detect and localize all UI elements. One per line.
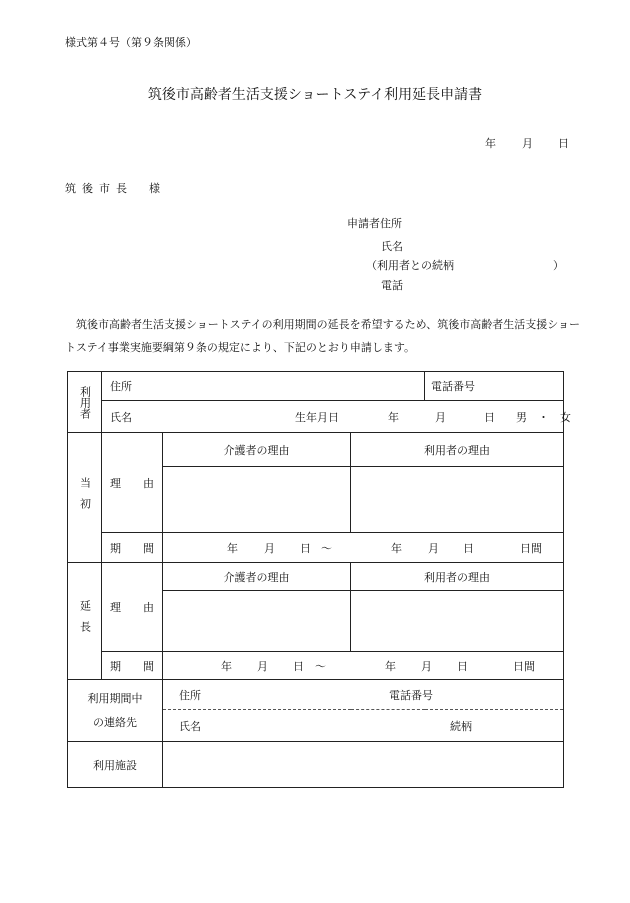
applicant-phone-label: 電話 [381, 279, 403, 292]
contact-header-line1: 利用期間中 [87, 691, 143, 705]
extension-start-year: 年 [221, 659, 232, 673]
initial-user-reason-header [351, 433, 564, 467]
initial-header: 当初 [78, 476, 92, 519]
initial-period-field[interactable] [163, 533, 564, 563]
user-name-label: 氏名 [110, 410, 132, 424]
gender-choice[interactable]: 男 ・ 女 [516, 410, 571, 424]
contact-header-line2: の連絡先 [93, 715, 137, 729]
contact-header-cell [68, 680, 163, 742]
initial-header-cell [68, 433, 102, 563]
applicant-name-label: 氏名 [381, 240, 403, 253]
contact-name-label: 氏名 [179, 719, 201, 733]
birthdate-label: 生年月日 [295, 410, 339, 424]
initial-tilde: ～ [321, 541, 332, 555]
extension-caregiver-reason-header [163, 563, 351, 591]
initial-reason-label: 理 由 [110, 476, 154, 490]
initial-end-day: 日 [463, 541, 474, 555]
initial-caregiver-reason-header [163, 433, 351, 467]
birth-year-label: 年 [388, 410, 399, 424]
addressee-honorific: 様 [149, 182, 160, 195]
contact-name-row[interactable] [163, 710, 564, 742]
extension-start-month: 月 [257, 659, 268, 673]
addressee-char: 筑 [65, 182, 76, 195]
facility-field[interactable] [163, 742, 564, 788]
extension-days-label: 日間 [513, 659, 535, 673]
date-day-label: 日 [558, 137, 569, 150]
extension-start-day: 日 [293, 659, 304, 673]
extension-end-month: 月 [421, 659, 432, 673]
extension-header: 延長 [78, 600, 92, 642]
birth-day-label: 日 [484, 410, 495, 424]
intro-paragraph: 筑後市高齢者生活支援ショートステイの利用期間の延長を希望するため、筑後市高齢者生活支援ショートステイ事業実施要綱第９条の規定により、下記のとおり申請します。 [65, 318, 581, 354]
user-address-label: 住所 [110, 380, 132, 393]
contact-phone-label: 電話番号 [389, 688, 433, 702]
extension-header-cell [68, 563, 102, 680]
initial-caregiver-reason-label: 介護者の理由 [223, 443, 290, 457]
birth-month-label: 月 [435, 410, 446, 424]
initial-period-label-cell [102, 533, 163, 563]
extension-caregiver-reason-field[interactable] [163, 591, 351, 652]
applicant-relation-close: ） [553, 259, 564, 272]
initial-start-month: 月 [264, 541, 275, 555]
initial-start-day: 日 [300, 541, 311, 555]
extension-user-reason-label: 利用者の理由 [424, 570, 490, 584]
initial-days-label: 日間 [520, 541, 542, 555]
user-name-row[interactable] [102, 401, 571, 433]
extension-user-reason-field[interactable] [351, 591, 564, 652]
initial-period-label: 期 間 [110, 541, 154, 555]
extension-user-reason-header [351, 563, 564, 591]
date-month-label: 月 [522, 137, 533, 150]
addressee-char: 市 [99, 182, 110, 195]
extension-reason-label-cell [102, 563, 163, 652]
addressee-char: 後 [82, 182, 93, 195]
user-header-cell [68, 372, 102, 433]
extension-period-field[interactable] [163, 652, 564, 680]
initial-user-reason-label: 利用者の理由 [424, 443, 490, 457]
initial-end-month: 月 [428, 541, 439, 555]
user-address-cell[interactable] [102, 372, 425, 401]
extension-period-label: 期 間 [110, 659, 154, 673]
contact-relation-label: 続柄 [450, 719, 472, 733]
facility-label: 利用施設 [93, 758, 137, 772]
initial-reason-label-cell [102, 433, 163, 533]
initial-user-reason-field[interactable] [351, 467, 564, 533]
date-year-label: 年 [485, 137, 496, 150]
facility-label-cell [68, 742, 163, 788]
extension-tilde: ～ [315, 659, 326, 673]
application-table [67, 371, 571, 788]
contact-address-row[interactable] [163, 680, 564, 710]
applicant-relation-label: （利用者との続柄 [366, 259, 454, 272]
extension-end-year: 年 [385, 659, 396, 673]
extension-caregiver-reason-label: 介護者の理由 [223, 570, 290, 584]
extension-period-label-cell [102, 652, 163, 680]
user-phone-label: 電話番号 [431, 380, 476, 393]
addressee-char: 長 [116, 182, 127, 195]
user-header: 利用者 [78, 385, 92, 419]
extension-end-day: 日 [457, 659, 468, 673]
user-phone-cell[interactable] [425, 372, 564, 401]
extension-reason-label: 理 由 [110, 601, 154, 614]
applicant-address-label: 申請者住所 [347, 217, 402, 230]
initial-caregiver-reason-field[interactable] [163, 467, 351, 533]
page-title: 筑後市高齢者生活支援ショートステイ利用延長申請書 [147, 87, 483, 103]
contact-address-label: 住所 [179, 688, 201, 702]
form-number: 様式第４号（第９条関係） [65, 36, 197, 49]
initial-end-year: 年 [391, 541, 402, 555]
initial-start-year: 年 [227, 541, 238, 555]
